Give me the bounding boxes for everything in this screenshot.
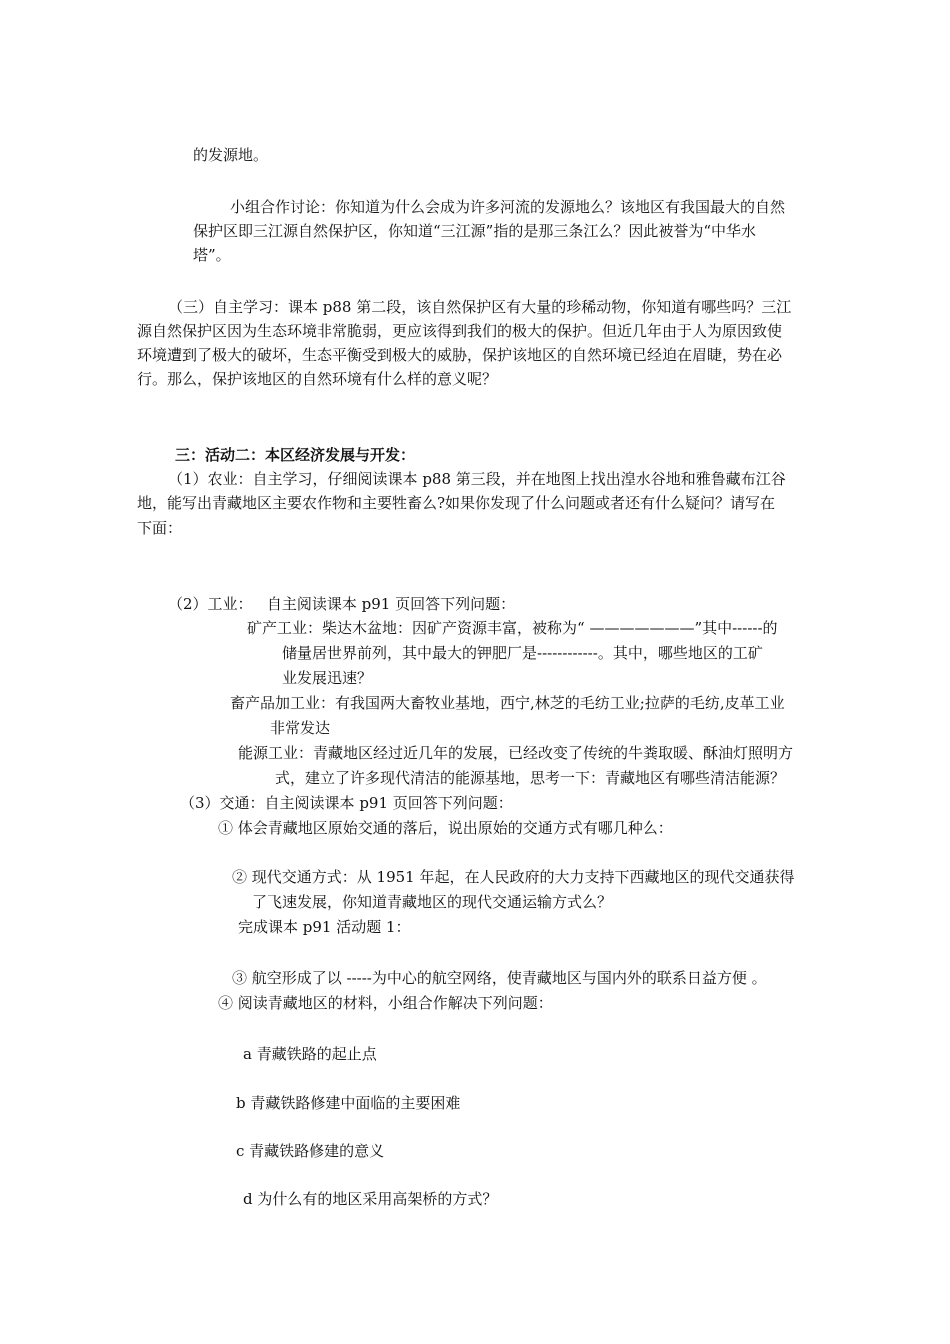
text-line: 完成课本 p91 活动题 1： (238, 918, 411, 936)
text-line: 矿产工业：柴达木盆地：因矿产资源丰富，被称为“ ———————”其中------的 (247, 619, 778, 637)
text-line: 的发源地。 (193, 146, 269, 164)
text-line: ③ 航空形成了以 -----为中心的航空网络，使青藏地区与国内外的联系日益方便 。 (232, 969, 767, 987)
text-line: （3）交通：自主阅读课本 p91 页回答下列问题： (180, 794, 513, 812)
text-line: 非常发达 (270, 719, 331, 737)
list-item: a 青藏铁路的起止点 (243, 1045, 377, 1063)
text-line: ② 现代交通方式：从 1951 年起，在人民政府的大力支持下西藏地区的现代交通获得 (232, 868, 795, 886)
text-line: 地，能写出青藏地区主要农作物和主要牲畜么?如果你发现了什么问题或者还有什么疑问？请写在 (137, 494, 776, 512)
text-line: 储量居世界前列，其中最大的钾肥厂是------------。其中，哪些地区的工矿 (282, 644, 763, 662)
text-line: 保护区即三江源自然保护区，你知道“三江源”指的是那三条江么？因此被誉为“中华水 (193, 222, 757, 240)
text-line: 行。那么，保护该地区的自然环境有什么样的意义呢？ (137, 370, 498, 388)
text-line: 源自然保护区因为生态环境非常脆弱，更应该得到我们的极大的保护。但近几年由于人为原因致使 (137, 322, 783, 340)
text-line: （三）自主学习：课本 p88 第二段，该自然保护区有大量的珍稀动物，你知道有哪些吗？三江 (168, 298, 792, 316)
list-item: d 为什么有的地区采用高架桥的方式？ (243, 1190, 498, 1208)
text-line: 塔”。 (193, 246, 231, 264)
text-line: ① 体会青藏地区原始交通的落后，说出原始的交通方式有哪几种么： (218, 819, 673, 837)
text-line: 式，建立了许多现代清洁的能源基地，思考一下：青藏地区有哪些清洁能源？ (275, 769, 786, 787)
text-line: 畜产品加工业：有我国两大畜牧业基地，西宁,林芝的毛纺工业;拉萨的毛纺,皮革工业 (230, 694, 785, 712)
text-line: 环境遭到了极大的破坏，生态平衡受到极大的威胁，保护该地区的自然环境已经迫在眉睫，势在必 (137, 346, 783, 364)
text-line: （2）工业： 自主阅读课本 p91 页回答下列问题： (168, 595, 516, 613)
text-line: ④ 阅读青藏地区的材料，小组合作解决下列问题： (218, 994, 553, 1012)
text-line: （1）农业：自主学习，仔细阅读课本 p88 第三段，并在地图上找出湟水谷地和雅鲁藏布江谷 (168, 470, 786, 488)
text-line: 下面： (137, 519, 183, 537)
list-item: c 青藏铁路修建的意义 (236, 1142, 385, 1160)
text-line: 小组合作讨论：你知道为什么会成为许多河流的发源地么？该地区有我国最大的自然 (230, 198, 786, 216)
text-line: 业发展迅速？ (282, 669, 373, 687)
section-heading: 三：活动二：本区经济发展与开发： (175, 446, 416, 464)
text-line: 了飞速发展，你知道青藏地区的现代交通运输方式么？ (252, 893, 613, 911)
text-line: 能源工业：青藏地区经过近几年的发展，已经改变了传统的牛粪取暖、酥油灯照明方 (238, 744, 794, 762)
list-item: b 青藏铁路修建中面临的主要困难 (236, 1094, 461, 1112)
